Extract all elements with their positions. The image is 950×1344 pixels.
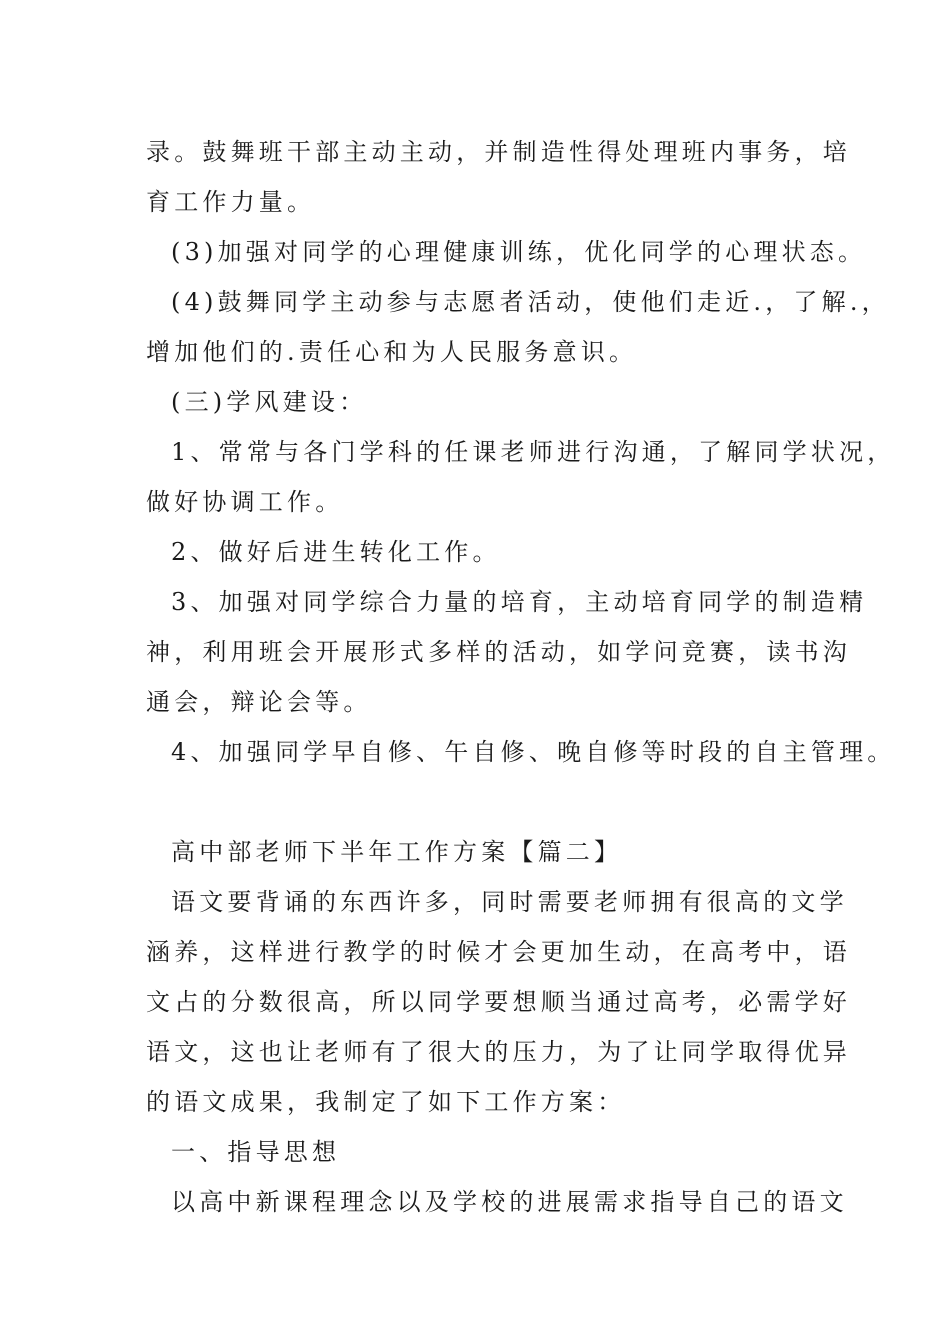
list-item-4: (4)鼓舞同学主动参与志愿者活动，使他们走近.，了解.， [171,288,890,316]
list-item-1: 1、常常与各门学科的任课老师进行沟通，了解同学状况， [171,438,896,466]
section-heading: 一、指导思想 [171,1138,341,1166]
paragraph-line: 涵养，这样进行教学的时候才会更加生动，在高考中，语 [146,938,851,966]
list-item-2: 2、做好后进生转化工作。 [171,538,501,566]
paragraph-line: 录。鼓舞班干部主动主动，并制造性得处理班内事务，培 [146,138,851,166]
article-title: 高中部老师下半年工作方案【篇二】 [171,838,623,866]
paragraph-line: 语文，这也让老师有了很大的压力，为了让同学取得优异 [146,1038,851,1066]
list-item-3: 3、加强对同学综合力量的培育，主动培育同学的制造精 [171,588,868,616]
paragraph-line: 的语文成果，我制定了如下工作方案： [146,1088,626,1116]
paragraph-line: 以高中新课程理念以及学校的进展需求指导自己的语文 [171,1188,848,1216]
paragraph-line: 语文要背诵的东西许多，同时需要老师拥有很高的文学 [171,888,848,916]
paragraph-line: 育工作力量。 [146,188,316,216]
paragraph-line: 增加他们的.责任心和为人民服务意识。 [146,338,638,366]
paragraph-line: 文占的分数很高，所以同学要想顺当通过高考，必需学好 [146,988,851,1016]
list-item-4: 4、加强同学早自修、午自修、晚自修等时段的自主管理。 [171,738,896,766]
paragraph-line: 神，利用班会开展形式多样的活动，如学问竞赛，读书沟 [146,638,851,666]
list-item-3: (3)加强对同学的心理健康训练，优化同学的心理状态。 [171,238,867,266]
paragraph-line: 通会，辩论会等。 [146,688,372,716]
section-heading: (三)学风建设： [171,388,368,416]
paragraph-line: 做好协调工作。 [146,488,344,516]
